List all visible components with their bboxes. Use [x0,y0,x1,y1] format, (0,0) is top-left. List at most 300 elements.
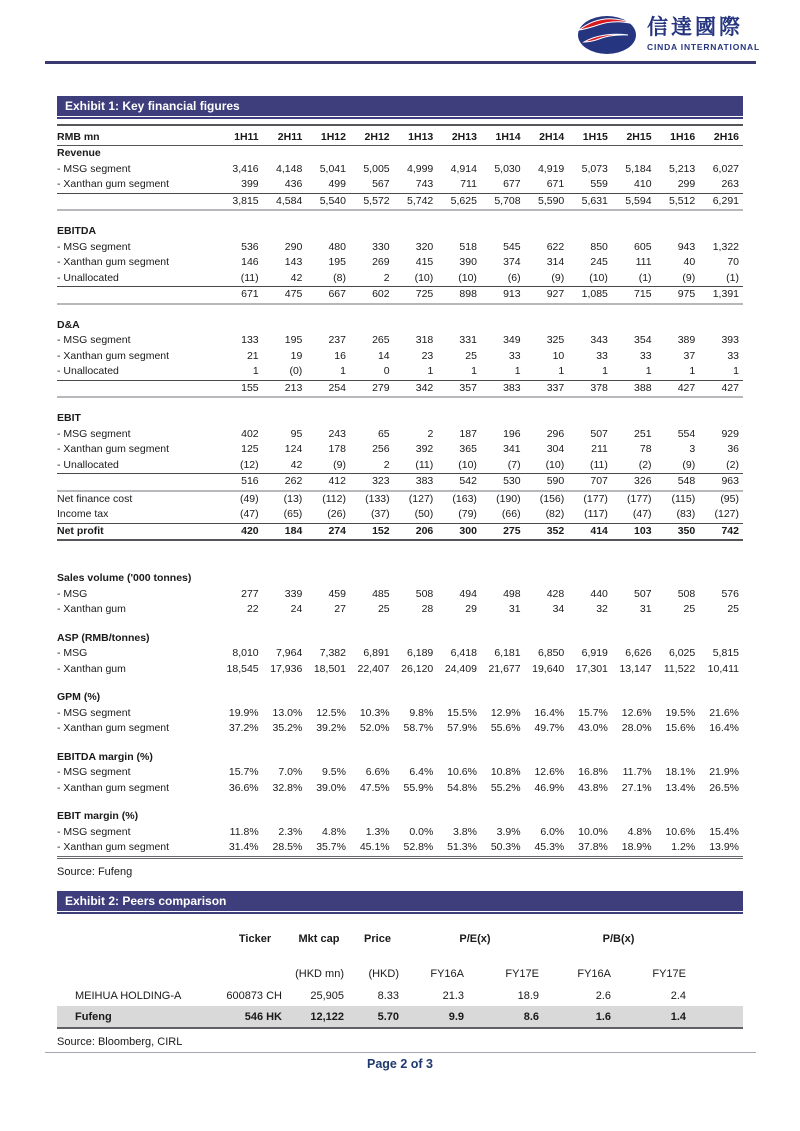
value-cell: (2) [726,458,739,471]
value-cell: (10) [414,271,434,284]
value-cell: 5,073 [581,162,608,175]
spacer-row [57,796,743,809]
value-cell: 33 [727,349,739,362]
value-cell: 19 [290,349,303,362]
value-cell: 187 [459,427,477,440]
value-cell: 52.0% [359,722,390,734]
value-cell: (9) [333,458,346,471]
value-cell: 393 [721,334,739,346]
value-cell: 383 [394,474,438,491]
value-cell: 4.8% [627,825,652,838]
value-cell: 1 [602,365,608,377]
table-row [57,646,743,662]
value-cell: 14 [377,349,390,362]
table-row [57,349,743,365]
section-header-row [57,224,743,240]
value-cell: 28.5% [263,840,307,857]
value-cell: 54.8% [447,781,477,794]
value-cell: 548 [656,474,700,491]
table-row [57,255,743,271]
value-cell: (82) [545,508,565,520]
value-cell: 5,512 [656,193,700,210]
value-cell: 35.7% [306,840,350,857]
column-header: 2H13 [437,125,481,146]
value-cell: 5,815 [712,647,739,659]
value-cell: 7,964 [276,647,303,659]
value-cell: 50.3% [481,840,525,857]
value-cell: 43.8% [578,781,608,794]
value-cell: (50) [414,508,434,520]
value-cell: 45.1% [350,840,394,857]
value-cell: 195 [284,334,303,346]
row-label: - Unallocated [57,365,119,377]
value-cell: 27.1% [621,781,652,794]
value-cell: 1.3% [365,825,390,838]
value-cell: 1.2% [656,840,700,857]
row-label: - MSG segment [57,427,131,440]
value-cell: (1) [638,271,652,284]
value-cell: 6,027 [712,162,739,175]
value-cell: 1 [252,365,259,377]
value-cell: 256 [372,443,390,455]
value-cell: 19.5% [665,706,696,719]
row-label: Net profit [57,523,219,540]
value-cell: 16.4% [709,722,739,734]
group-column-header [57,926,222,952]
value-cell: 46.9% [534,781,565,794]
value-cell: 95 [290,427,303,440]
value-cell: 1 [733,365,739,377]
value-cell: 507 [634,587,652,600]
value-cell: 13.0% [272,706,303,719]
value-cell: 428 [546,587,565,600]
value-cell: 124 [284,443,303,455]
value-cell: 13.9% [699,840,743,857]
value-cell: 436 [284,178,303,190]
value-cell: 485 [372,587,390,600]
value-cell: 4,148 [276,162,303,175]
value-cell: (83) [676,508,696,520]
value-cell: (11) [590,458,608,471]
value-cell: 33 [508,349,521,362]
value-cell: 326 [612,474,656,491]
value-cell: 184 [263,523,307,540]
value-cell: 600873 CH [226,989,282,1002]
spacer-row [57,397,743,411]
value-cell: 6,850 [537,647,565,659]
column-header: 2H14 [525,125,569,146]
row-label [57,380,219,397]
value-cell: 567 [372,178,390,190]
section-label: GPM (%) [57,691,101,703]
value-cell: 12,122 [288,1006,350,1028]
value-cell: 2 [427,427,434,440]
value-cell: 559 [590,178,608,190]
value-cell: (10) [545,458,565,471]
row-label: - Xanthan gum segment [57,256,170,268]
section-header-row [57,750,743,766]
value-cell: 2.4 [670,989,686,1002]
value-cell: 9.5% [322,766,346,778]
value-cell: 23 [421,349,434,362]
value-cell: 52.8% [394,840,438,857]
value-cell: 18,501 [313,662,346,675]
row-label: - MSG segment [57,825,131,838]
value-cell: (49) [239,492,259,505]
value-cell: 440 [590,587,608,600]
value-cell: 1 [427,365,434,377]
exhibit2-table [57,926,743,1029]
value-cell: 6,418 [450,647,477,659]
value-cell: (26) [327,508,346,520]
header-divider [45,61,756,64]
value-cell: 622 [546,240,565,253]
section-label: Revenue [57,147,101,159]
row-label: Income tax [57,508,109,520]
value-cell: 25 [727,603,739,615]
value-cell: 21 [246,349,259,362]
value-cell: 929 [721,427,739,440]
exhibit2-section [57,891,743,1048]
table-row [57,840,743,857]
exhibit1-section [57,96,743,878]
value-cell: 677 [503,178,521,190]
value-cell: 2 [383,458,390,471]
value-cell: 16.8% [578,766,608,778]
value-cell: 605 [634,240,652,253]
value-cell: 1.4 [617,1006,692,1028]
spacer-row [57,304,743,318]
value-cell: 206 [394,523,438,540]
exhibit1-table [57,124,743,859]
table-row [57,442,743,458]
sub-column-header: FY17E [505,968,539,980]
value-cell: 459 [328,587,346,600]
table-row [57,825,743,841]
row-label: - MSG segment [57,706,131,719]
row-label: - MSG segment [57,334,131,346]
value-cell: 0.0% [409,825,434,838]
value-cell: 24 [290,603,303,615]
row-label: - Xanthan gum segment [57,722,170,734]
value-cell: 542 [437,474,481,491]
value-cell: 26,120 [401,662,434,675]
table-row [57,706,743,722]
table-row [57,602,743,618]
value-cell: 28 [421,603,434,615]
row-label: - Xanthan gum [57,662,126,675]
value-cell: 927 [525,287,569,304]
value-cell: 590 [525,474,569,491]
table-row [57,177,743,193]
value-cell: (133) [365,492,390,505]
table-row [57,491,743,508]
value-cell: (9) [682,271,696,284]
value-cell: 6.0% [540,825,565,838]
value-cell: 913 [481,287,525,304]
value-cell: (11) [415,458,434,471]
section-label: EBITDA margin (%) [57,750,153,763]
value-cell: 21.9% [709,766,739,778]
section-label: ASP (RMB/tonnes) [57,631,150,644]
table-row [57,474,743,491]
value-cell: 31 [508,603,521,615]
value-cell: 17,301 [575,662,608,675]
sub-column-header [222,952,288,985]
value-cell: 4,914 [450,162,477,175]
value-cell: 22 [246,603,259,615]
value-cell: (0) [289,365,303,377]
value-cell: 6,291 [699,193,743,210]
value-cell: 243 [328,427,346,440]
row-label: - Unallocated [57,458,119,471]
value-cell: 1,391 [699,287,743,304]
column-header: 1H12 [306,125,350,146]
group-column-header: Price [364,933,391,945]
value-cell: 178 [328,443,346,455]
value-cell: 8,010 [232,647,259,659]
value-cell: 711 [460,178,477,190]
value-cell: 498 [503,587,521,600]
value-cell: 24,409 [444,662,477,675]
value-cell: 402 [241,427,259,440]
table-row [57,458,743,474]
column-header: 1H13 [394,125,438,146]
exhibit1-source: Source: Fufeng [57,865,133,878]
value-cell: 55.6% [490,722,521,734]
value-cell: 25 [683,603,696,615]
value-cell: (117) [584,508,608,520]
value-cell: 10 [552,349,565,362]
value-cell: 263 [721,178,739,190]
group-column-header: P/B(x) [602,933,635,945]
sub-column-header: FY17E [652,968,686,980]
value-cell: 671 [546,178,565,190]
value-cell: 6,891 [363,647,390,659]
value-cell: 6.6% [365,766,390,778]
value-cell: 262 [263,474,307,491]
value-cell: 715 [612,287,656,304]
value-cell: 299 [677,178,696,190]
value-cell: 19,640 [532,662,565,675]
exhibit2-group-header-row [57,926,743,952]
value-cell: 671 [219,287,263,304]
value-cell: (8) [333,271,346,284]
section-header-row [57,571,743,587]
row-label: - Xanthan gum segment [57,349,170,362]
value-cell: 707 [568,474,612,491]
logo-text [647,16,760,52]
value-cell: (9) [682,458,696,471]
value-cell: 742 [699,523,743,540]
value-cell: 352 [525,523,569,540]
row-label: Net finance cost [57,492,133,505]
value-cell: 42 [290,271,303,284]
value-cell: 5,184 [625,162,652,175]
exhibit1-header-row [57,125,743,146]
value-cell: 410 [634,178,652,190]
value-cell: 49.7% [534,722,565,734]
value-cell: 5,572 [350,193,394,210]
value-cell: 10,411 [707,662,739,675]
value-cell: 354 [634,334,652,346]
value-cell: 0 [383,365,390,377]
value-cell: 15.5% [447,706,477,719]
value-cell: 254 [306,380,350,397]
value-cell: 15.7% [228,766,259,778]
value-cell: 6,626 [625,647,652,659]
column-header: 1H14 [481,125,525,146]
value-cell: 3,815 [219,193,263,210]
spacer-row [57,737,743,750]
value-cell: 25,905 [310,989,344,1002]
value-cell: 10.3% [359,706,390,719]
value-cell: 6,189 [407,647,434,659]
value-cell: (95) [720,492,739,505]
value-cell: 494 [459,587,477,600]
table-row [57,287,743,304]
value-cell: 103 [612,523,656,540]
value-cell: (65) [283,508,303,520]
value-cell: 33 [596,349,608,362]
value-cell: 12.5% [316,706,346,719]
value-cell: 10.6% [447,766,477,778]
value-cell: (177) [627,492,652,505]
value-cell: 3.9% [496,825,521,838]
value-cell: 3 [689,443,696,455]
value-cell: 388 [612,380,656,397]
value-cell: 2.6 [595,989,611,1002]
value-cell: 57.9% [447,722,477,734]
value-cell: 390 [459,256,477,268]
value-cell: 4,919 [537,162,565,175]
value-cell: 133 [241,334,259,346]
value-cell: 480 [328,240,346,253]
value-cell: 4,999 [407,162,434,175]
value-cell: 337 [525,380,569,397]
value-cell: 5,742 [394,193,438,210]
value-cell: 1,322 [712,240,739,253]
row-label: - Xanthan gum [57,603,126,615]
spacer-row [57,677,743,690]
value-cell: 3.8% [453,825,477,838]
section-label: EBIT margin (%) [57,810,139,822]
value-cell: 2.3% [278,825,303,838]
value-cell: 265 [372,334,390,346]
value-cell: 349 [503,334,521,346]
value-cell: 21,677 [488,662,521,675]
value-cell: 27 [334,603,346,615]
value-cell: 508 [677,587,696,600]
value-cell: 42 [290,458,303,471]
section-label: Sales volume ('000 tonnes) [57,572,192,584]
value-cell: 546 HK [222,1006,288,1028]
value-cell: 1,085 [568,287,612,304]
value-cell: (115) [671,492,696,505]
section-header-row [57,318,743,334]
column-header: 2H15 [612,125,656,146]
value-cell [692,985,743,1006]
value-cell: 341 [503,443,521,455]
value-cell: 343 [590,334,608,346]
value-cell: 18.1% [665,766,696,778]
value-cell: 536 [241,240,259,253]
value-cell: 34 [552,603,565,615]
footer-divider [45,1052,756,1053]
value-cell: 530 [481,474,525,491]
value-cell: 5,030 [494,162,521,175]
value-cell: 342 [394,380,438,397]
table-row [57,721,743,737]
value-cell: 25 [465,349,477,362]
value-cell: 420 [219,523,263,540]
section-header-row [57,631,743,647]
table-row [57,587,743,603]
sub-column-header: (HKD) [368,968,399,980]
table-row [57,193,743,210]
table-row [57,162,743,178]
value-cell: 392 [415,443,434,455]
value-cell: (9) [551,271,565,284]
value-cell: 55.9% [403,781,434,794]
value-cell: 318 [415,334,434,346]
value-cell: 40 [683,256,696,268]
cinda-logo-icon [577,12,639,56]
value-cell: 12.6% [621,706,652,719]
value-cell: 21.6% [709,706,739,719]
value-cell: 15.7% [578,706,608,719]
value-cell: (37) [370,508,390,520]
value-cell: 378 [568,380,612,397]
value-cell: 5,594 [612,193,656,210]
value-cell: 8.6 [470,1006,545,1028]
column-header: 1H15 [568,125,612,146]
value-cell: 275 [481,523,525,540]
group-column-header: P/E(x) [459,933,491,945]
value-cell: (10) [458,271,477,284]
value-cell: 412 [306,474,350,491]
value-cell: (7) [507,458,521,471]
value-cell: 37 [683,349,696,362]
value-cell: 196 [503,427,521,440]
value-cell: 36.6% [228,781,259,794]
value-cell: 427 [656,380,700,397]
value-cell: 339 [284,587,303,600]
value-cell: (12) [239,458,259,471]
column-header: 2H16 [699,125,743,146]
column-header: 2H11 [263,125,307,146]
value-cell: (156) [539,492,565,505]
row-label: - MSG segment [57,162,131,175]
value-cell: (2) [638,458,652,471]
row-label: - MSG [57,587,88,600]
value-cell: 18,545 [226,662,259,675]
value-cell: (10) [589,271,608,284]
value-cell: 576 [721,587,739,600]
value-cell: (47) [239,508,259,520]
value-cell: 21.3 [442,989,464,1002]
table-row [57,240,743,256]
value-cell: 195 [328,256,346,268]
value-cell: 17,936 [270,662,303,675]
value-cell: (13) [283,492,303,505]
value-cell: 5,625 [437,193,481,210]
value-cell: 15.4% [709,825,739,838]
sub-column-header: (HKD mn) [295,968,344,980]
value-cell: 32 [596,603,608,615]
value-cell: 6.4% [409,766,434,778]
exhibit2-title: Exhibit 2: Peers comparison [57,891,743,912]
